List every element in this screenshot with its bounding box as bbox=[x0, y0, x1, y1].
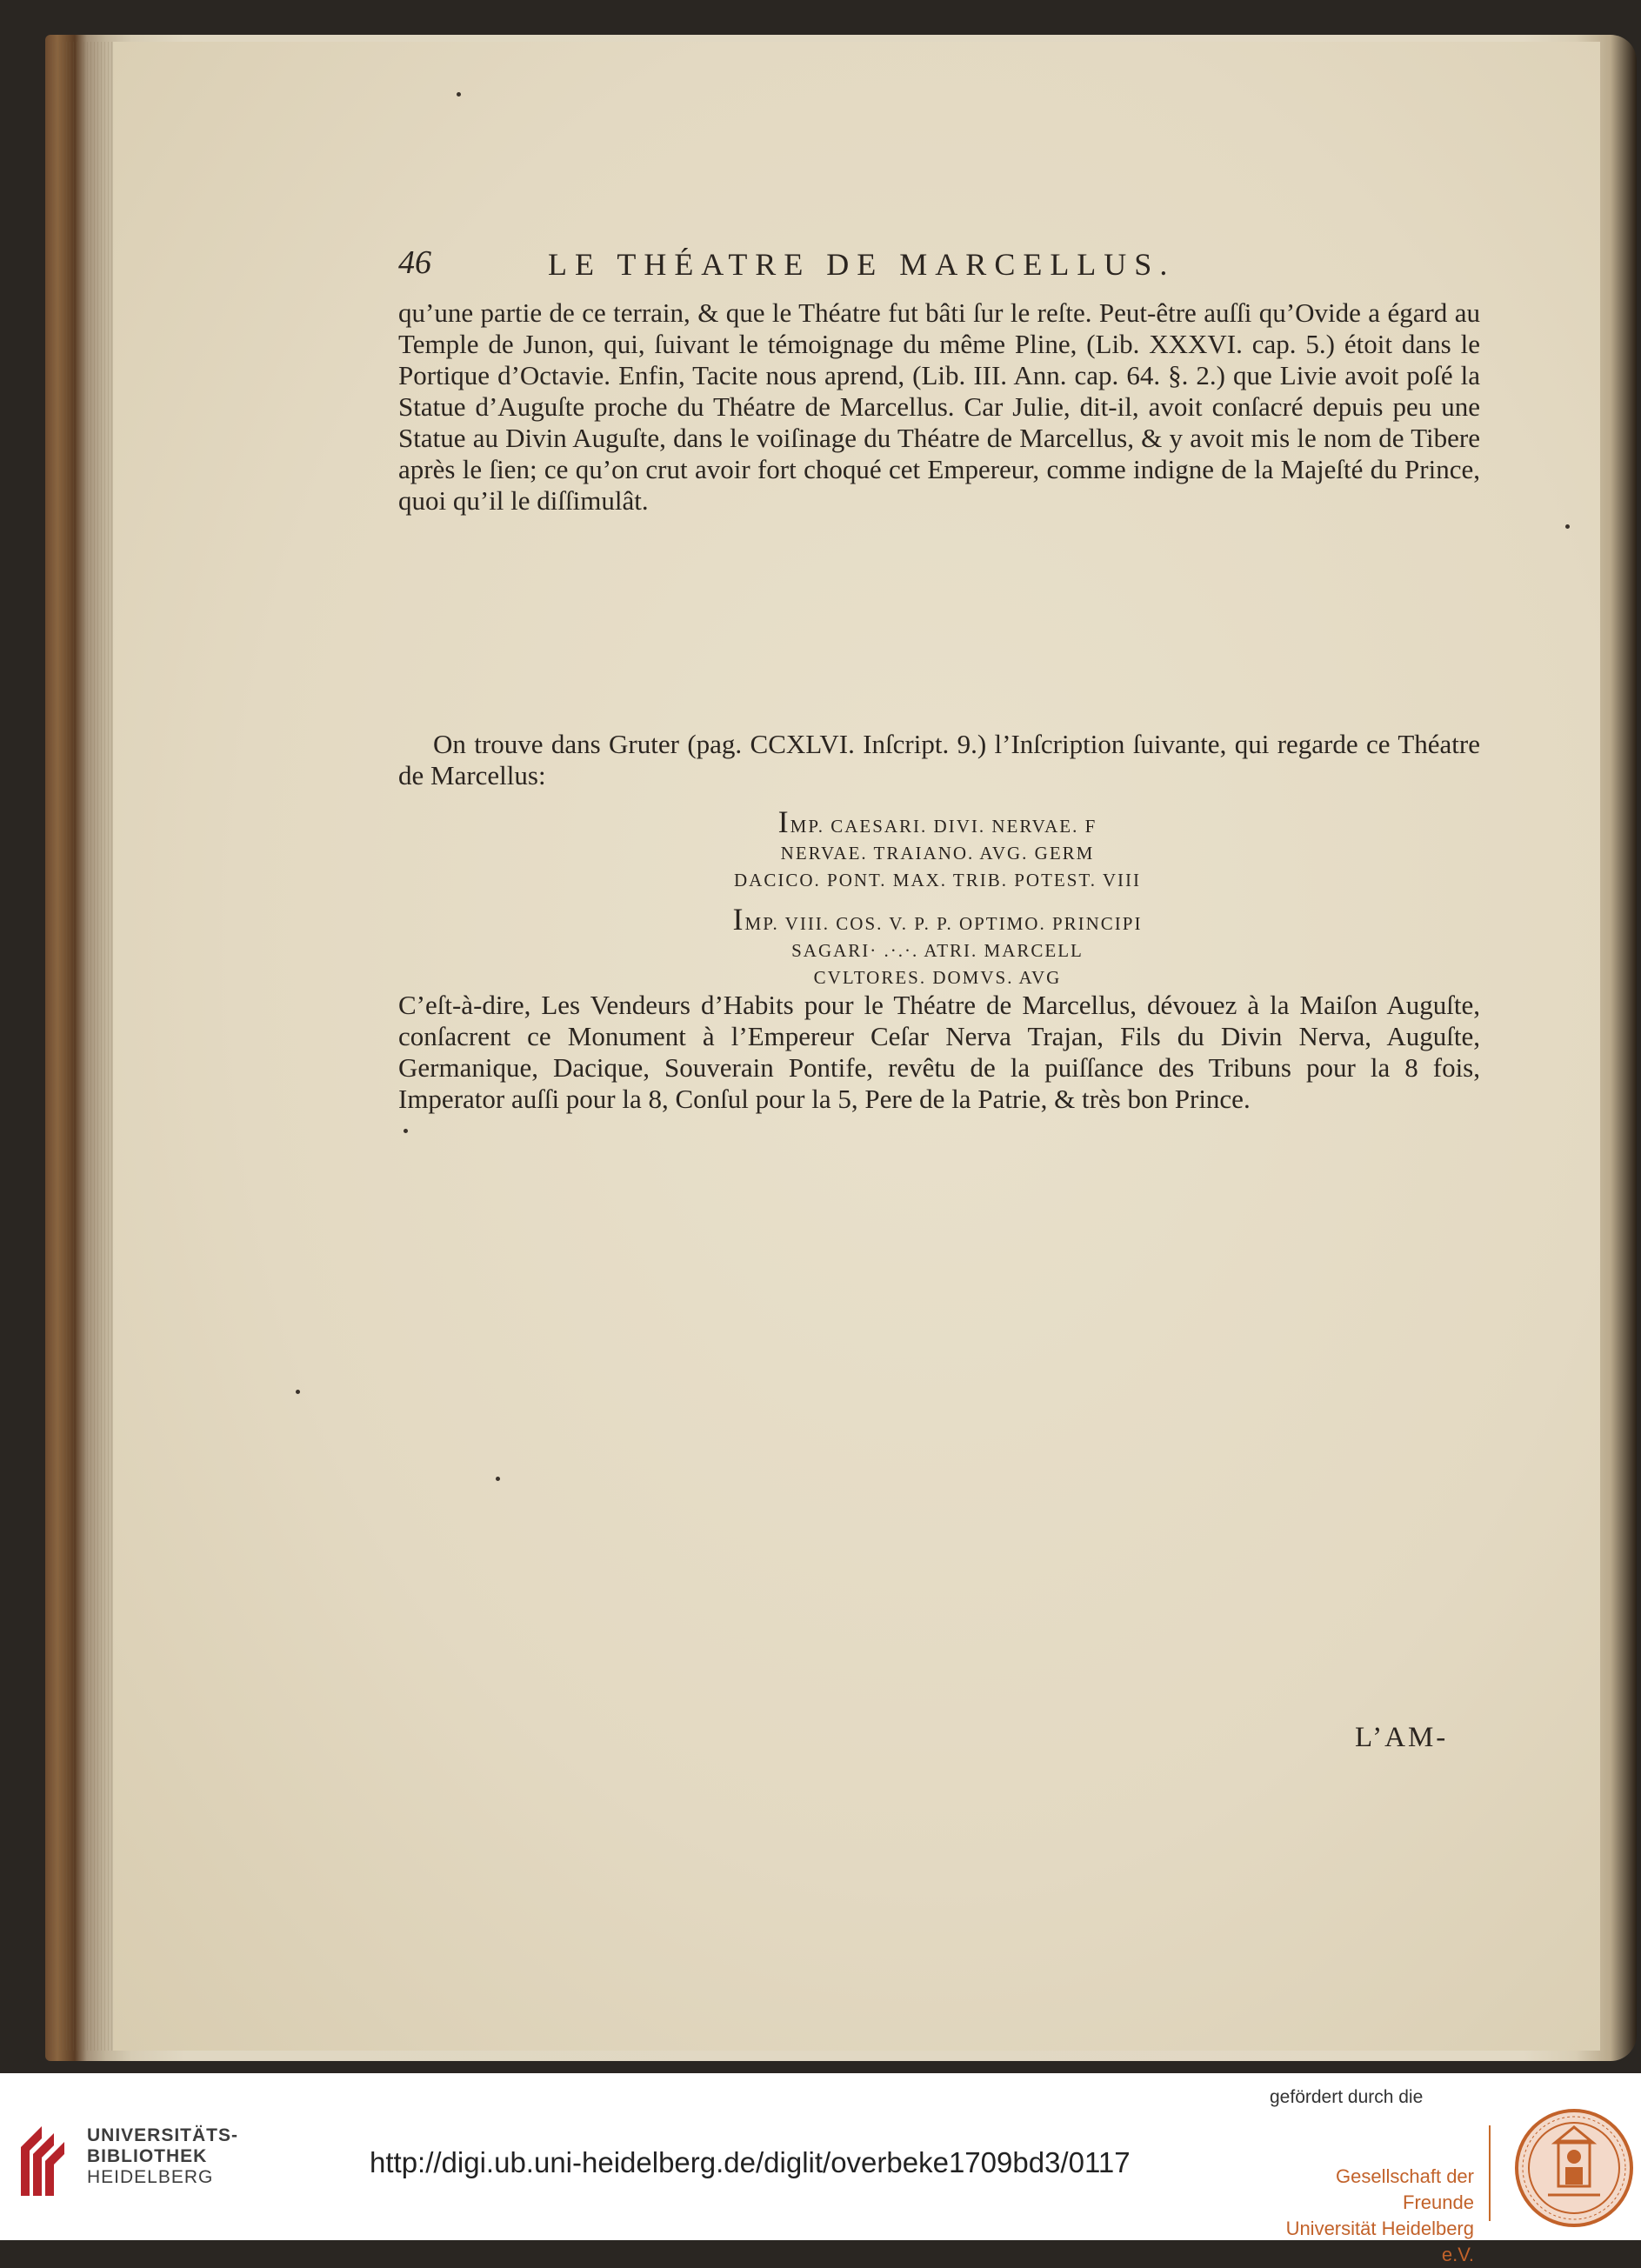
ink-speck bbox=[1565, 524, 1570, 529]
funding-label: gefördert durch die bbox=[1270, 2087, 1424, 2107]
library-name-line-2: BIBLIOTHEK bbox=[87, 2146, 208, 2166]
page-stack-edge bbox=[52, 42, 113, 2051]
library-name-line-3: HEIDELBERG bbox=[87, 2167, 214, 2187]
inscription-line-1 bbox=[659, 804, 1216, 840]
paragraph-2: On trouve dans Gruter (pag. CCXLVI. Inſcript. 9.) l’Inſcription ſuivante, qui regarde ce Théatre de Marcellus: bbox=[398, 729, 1480, 790]
running-title: LE THÉATRE DE MARCELLUS. bbox=[548, 247, 1176, 282]
footer-bar bbox=[0, 2073, 1641, 2265]
ink-speck bbox=[296, 1390, 300, 1394]
library-name bbox=[87, 2125, 238, 2188]
ink-speck bbox=[496, 1477, 500, 1481]
inscription-line-1-text: MP. CAESARI. DIVI. NERVAE. F bbox=[790, 816, 1097, 837]
inscription-initial: I bbox=[777, 804, 790, 839]
society-name-line-2: Universität Heidelberg e.V. bbox=[1285, 2218, 1474, 2265]
paragraph-3: C’eſt-à-dire, Les Vendeurs d’Habits pour le Théatre de Marcellus, dévouez à la Maiſon Auguſte, conſacrent ce Monument à l’Empereur Ceſar Nerva Trajan, Fils du Divin Nerva, Auguſte, Germanique, Dacique, Souverain Pontife, revêtu de la puiſſance des Tribuns pour la 8 fois, Imperator auſſi pour la 8, Conſul pour la 5, Pere de la Patrie, & très bon Prince. bbox=[398, 990, 1480, 1114]
society-name bbox=[1265, 2164, 1474, 2268]
permalink-url[interactable]: http://digi.ub.uni-heidelberg.de/diglit/overbeke1709bd3/0117 bbox=[370, 2146, 1131, 2178]
inscription-line-4-text: MP. VIII. COS. V. P. P. OPTIMO. PRINCIPI bbox=[744, 913, 1143, 934]
latin-inscription bbox=[659, 804, 1216, 991]
inscription-line-5: SAGARI· .·.·. ATRI. MARCELL bbox=[791, 940, 1084, 961]
inscription-initial: I bbox=[732, 902, 745, 937]
ink-speck bbox=[404, 1129, 408, 1133]
university-library-logo-icon bbox=[19, 2121, 66, 2198]
ink-speck bbox=[457, 92, 461, 97]
inscription-line-4 bbox=[659, 902, 1216, 937]
running-head bbox=[398, 243, 1480, 287]
inscription-line-3: DACICO. PONT. MAX. TRIB. POTEST. VIII bbox=[734, 870, 1141, 891]
inscription-line-6: CVLTORES. DOMVS. AVG bbox=[813, 967, 1062, 988]
paragraph-1: qu’une partie de ce terrain, & que le Théatre fut bâti ſur le reſte. Peut-être auſſi qu’Ovide a égard au Temple de Junon, qui, ſuivant le témoignage du même Pline, (Lib. XXXVI. cap. 5.) étoit dans le Portique d’Octavie. Enfin, Tacite nous aprend, (Lib. III. Ann. cap. 64. §. 2.) que Livie avoit poſé la Statue d’Auguſte proche du Théatre de Marcellus. Car Julie, dit-il, avoit conſacré depuis peu une Statue au Divin Auguſte, dans le voiſinage du Théatre de Marcellus, & y avoit mis le nom de Tibere après le ſien; ce qu’on crut avoir fort choqué cet Empereur, comme indigne de la Majeſté du Prince, quoi qu’il le diſſimulât. bbox=[398, 297, 1480, 516]
inscription-line-2: NERVAE. TRAIANO. AVG. GERM bbox=[780, 843, 1095, 864]
page-number: 46 bbox=[398, 244, 431, 281]
library-name-line-1: UNIVERSITÄTS- bbox=[87, 2125, 239, 2145]
catchword: L’AM- bbox=[1355, 1722, 1449, 1753]
society-name-line-1: Gesellschaft der Freunde bbox=[1336, 2165, 1474, 2213]
footer-divider bbox=[1489, 2125, 1491, 2221]
university-seal-icon bbox=[1513, 2103, 1635, 2233]
